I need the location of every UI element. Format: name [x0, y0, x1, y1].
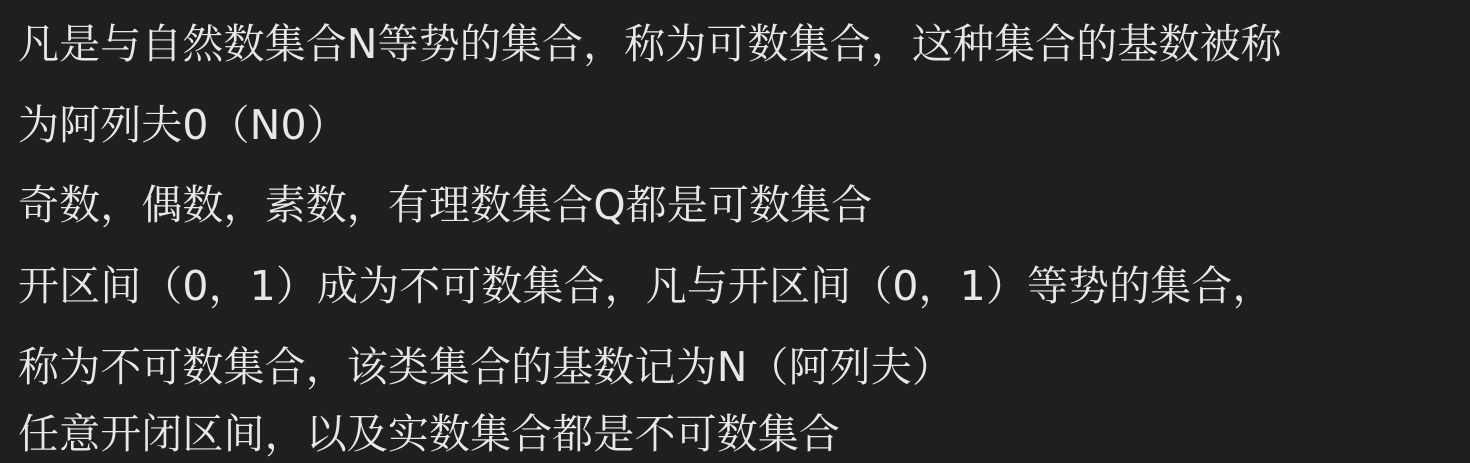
text-line-uncountable-definition: 称为不可数集合，该类集合的基数记为N（阿列夫）: [18, 343, 953, 391]
text-line-countable-definition: 凡是与自然数集合N等势的集合，称为可数集合，这种集合的基数被称: [18, 20, 1282, 68]
text-line-aleph-zero: 为阿列夫0（N0）: [18, 101, 348, 149]
text-line-countable-examples: 奇数，偶数，素数，有理数集合Q都是可数集合: [18, 181, 873, 229]
text-line-open-interval: 开区间（0，1）成为不可数集合，凡与开区间（0，1）等势的集合，: [18, 262, 1274, 310]
text-line-uncountable-examples: 任意开闭区间，以及实数集合都是不可数集合: [18, 410, 840, 458]
